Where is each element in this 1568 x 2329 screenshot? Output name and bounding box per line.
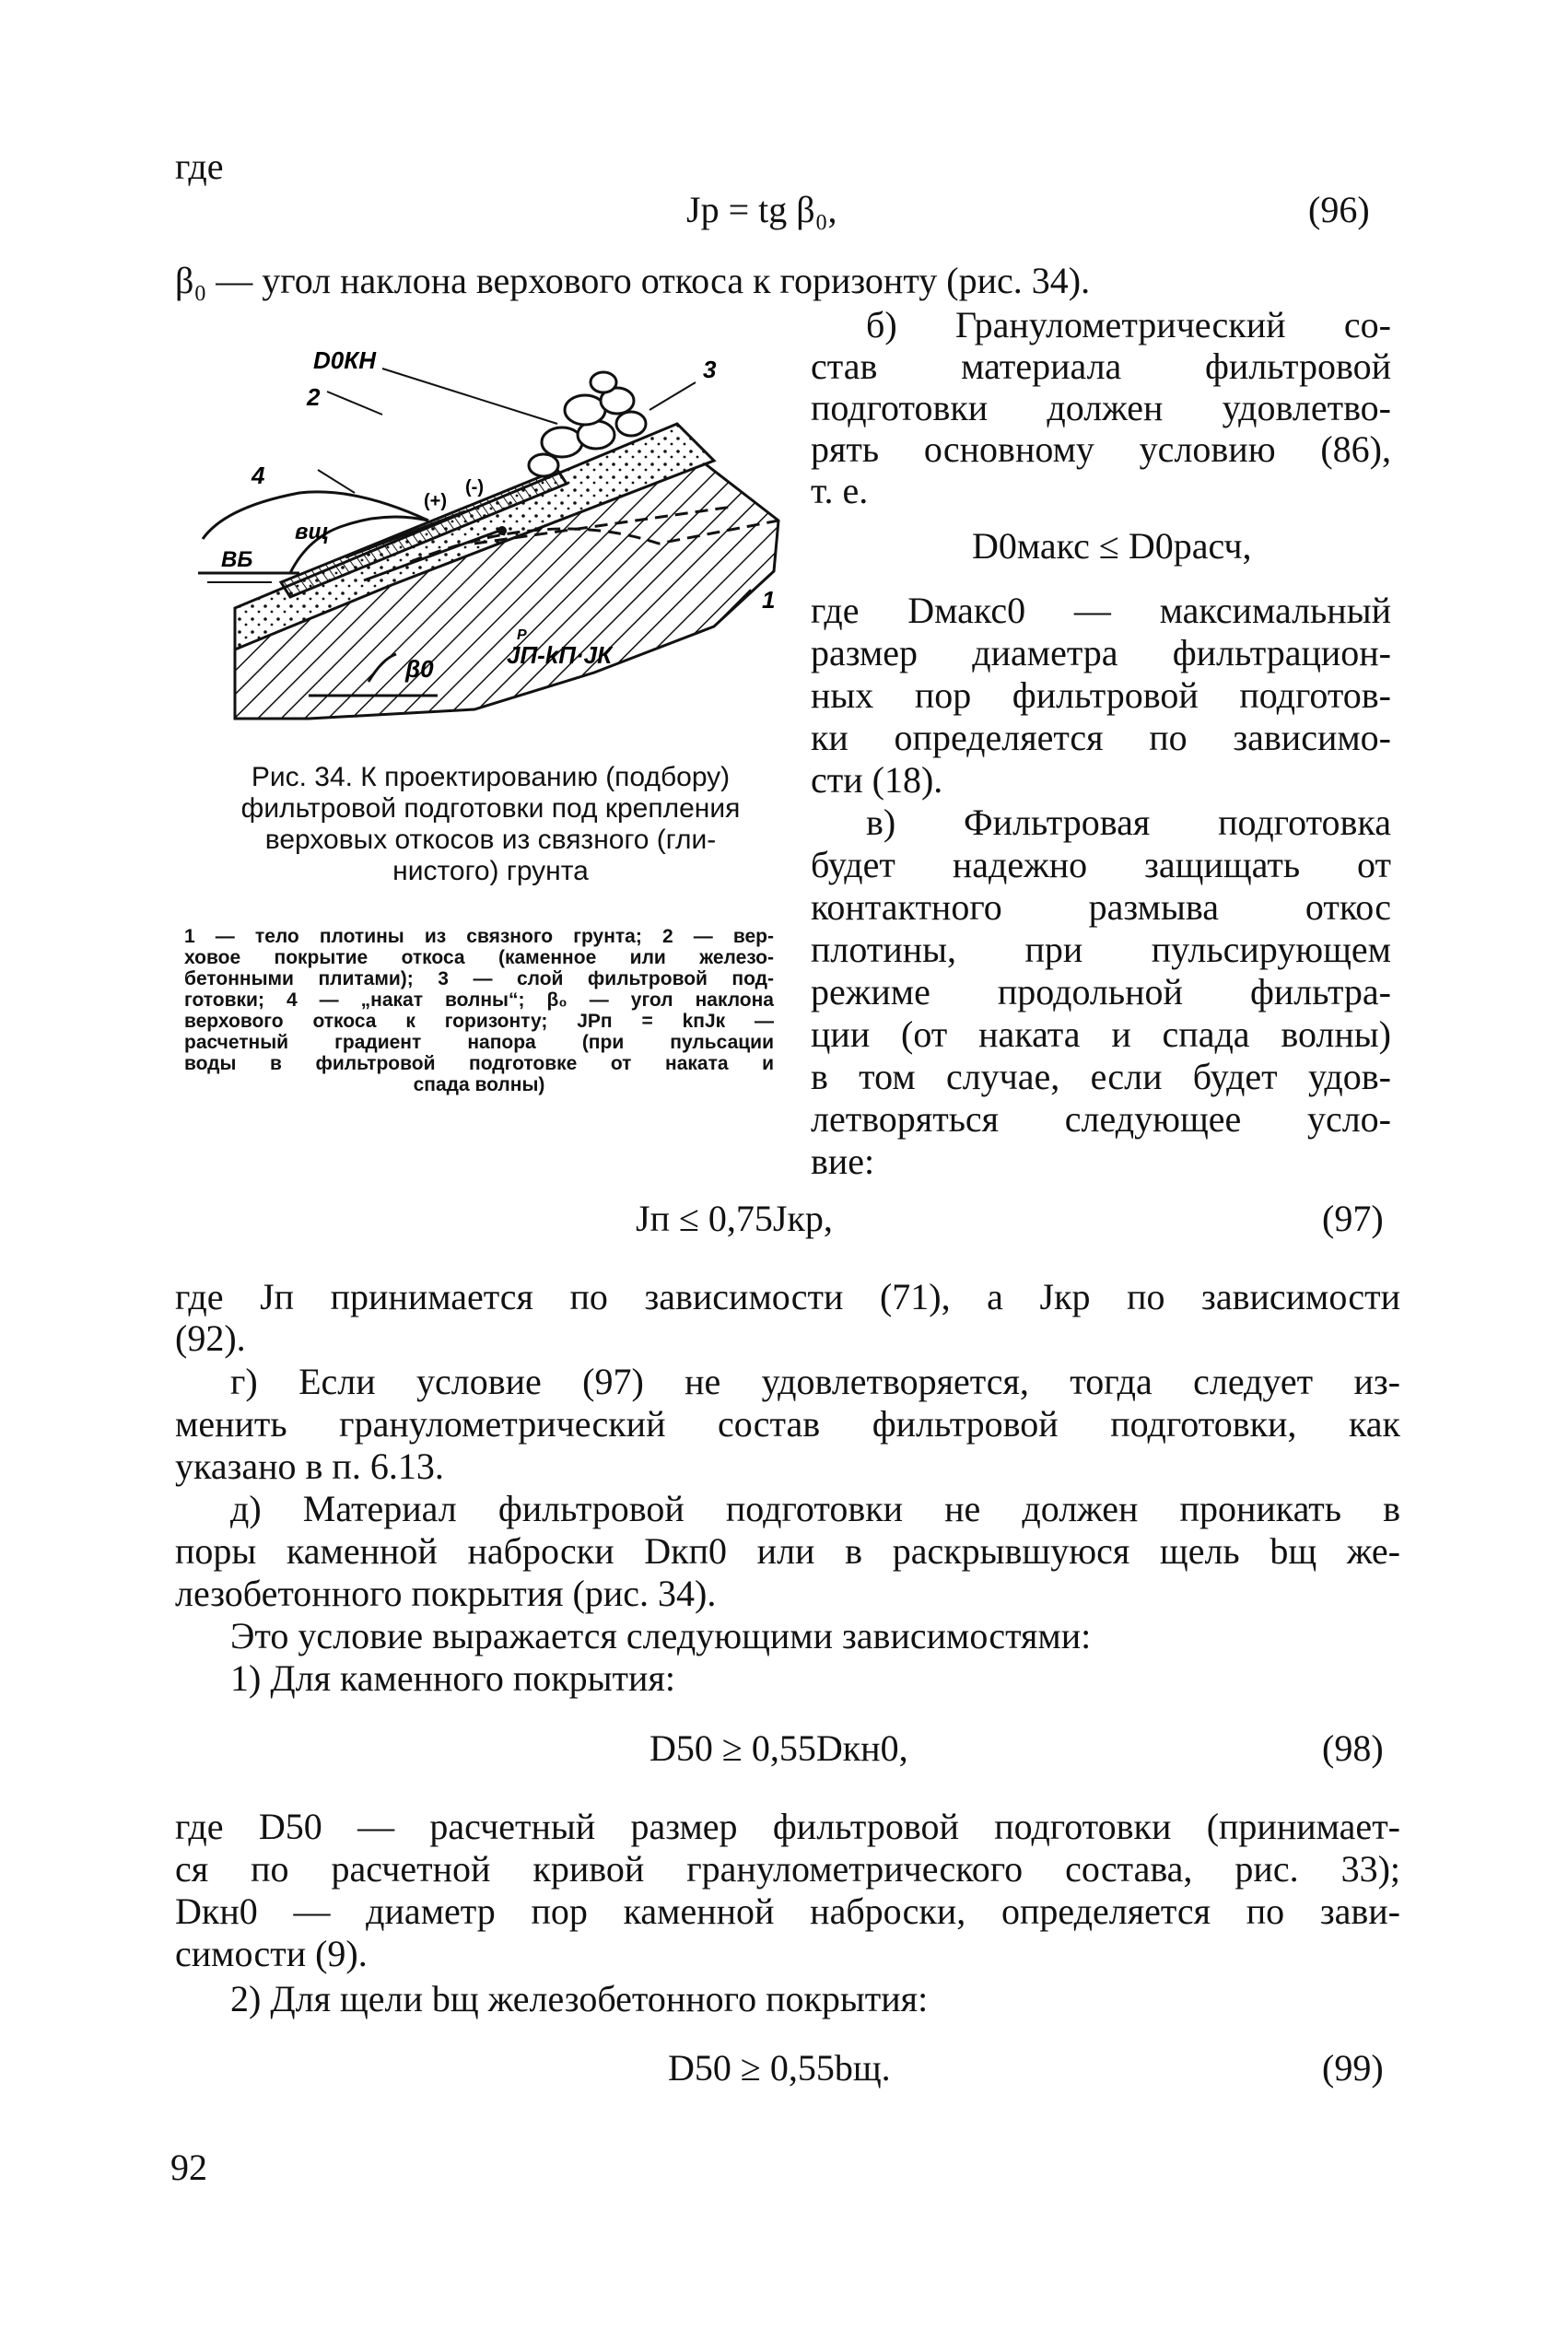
figure-caption-legend	[184, 926, 774, 1095]
equation-96: Jр = tg β₀,	[686, 189, 837, 230]
right-col-b-line-4: рять основному условию (86),	[811, 428, 1391, 470]
equation-number-96: (96)	[1308, 189, 1370, 230]
label-vb: ВБ	[221, 547, 253, 572]
right-col-c-line-8: летворяться следующее усло-	[811, 1098, 1391, 1140]
body-line-2: (92).	[175, 1317, 246, 1359]
label-gradient-sup: Р	[517, 627, 527, 643]
right-col-c-line-5: режиме продольной фильтра-	[811, 971, 1391, 1012]
label-d0kn: D0КН	[313, 346, 376, 374]
label-minus: (-)	[465, 477, 484, 497]
label-4: 4	[252, 462, 265, 489]
equation-97: Jп ≤ 0,75Jкр,	[636, 1198, 833, 1239]
equation-99: D50 ≥ 0,55bщ.	[668, 2047, 891, 2089]
equation-number-97: (97)	[1322, 1198, 1384, 1239]
body-line-9: Это условие выражается следующими зависимостями:	[230, 1615, 1092, 1656]
body-line-11: где D50 — расчетный размер фильтровой подготовки (принимает-	[175, 1806, 1400, 1847]
right-col-b-line-3: подготовки должен удовлетво-	[811, 387, 1391, 428]
equation-number-99: (99)	[1322, 2047, 1384, 2089]
right-col-c-line-6: ции (от наката и спада волны)	[811, 1013, 1391, 1055]
figure-caption-title	[184, 762, 797, 887]
body-line-13: Dкн0 — диаметр пор каменной наброски, определяется по зави-	[175, 1890, 1400, 1932]
caption-legend-line: спада волны)	[413, 1074, 545, 1095]
page-number: 92	[170, 2147, 207, 2188]
label-beta0: β0	[405, 655, 434, 683]
caption-legend-line: верхового откоса к горизонту; JРп = kпJк —	[184, 1011, 774, 1032]
right-col-where-line-5: сти (18).	[811, 759, 943, 801]
body-line-14: симости (9).	[175, 1933, 368, 1974]
body-line-8: лезобетонного покрытия (рис. 34).	[175, 1573, 717, 1614]
body-line-6: д) Материал фильтровой подготовки не должен проникать в	[230, 1488, 1400, 1529]
caption-legend-line: бетонными плитами); 3 — слой фильтровой под-	[184, 968, 774, 989]
beta-definition: β₀ — угол наклона верхового откоса к горизонту (рис. 34).	[175, 260, 1091, 301]
inline-equation: D0макс ≤ D0расч,	[972, 525, 1252, 567]
body-line-3: г) Если условие (97) не удовлетворяется, тогда следует из-	[230, 1361, 1400, 1402]
label-bsh: вщ	[295, 520, 329, 544]
right-col-where-line-4: ки определяется по зависимо-	[811, 717, 1391, 758]
label-plus: (+)	[424, 491, 447, 511]
caption-legend-line: ховое покрытие откоса (каменное или железо-	[184, 947, 774, 968]
where-word: где	[175, 146, 224, 187]
right-col-c-line-3: контактного размыва откос	[811, 886, 1391, 928]
equation-98: D50 ≥ 0,55Dкн0,	[649, 1727, 908, 1769]
right-col-c-line-4: плотины, при пульсирующем	[811, 929, 1391, 970]
body-line-10: 1) Для каменного покрытия:	[230, 1657, 675, 1699]
label-2: 2	[307, 383, 321, 411]
caption-legend-line: готовки; 4 — „накат волны“; β₀ — угол наклона	[184, 989, 774, 1011]
right-col-c-line-1: в) Фильтровая подготовка	[866, 802, 1391, 843]
caption-legend-line: воды в фильтровой подготовке от наката и	[184, 1053, 774, 1074]
right-col-c-line-9: вие:	[811, 1141, 875, 1182]
body-line-5: указано в п. 6.13.	[175, 1445, 444, 1487]
body-line-1: где Jп принимается по зависимости (71), а Jкр по зависимости	[175, 1276, 1400, 1317]
right-col-where-line-3: ных пор фильтровой подготов-	[811, 674, 1391, 716]
caption-legend-line: 1 — тело плотины из связного грунта; 2 — вер-	[184, 926, 774, 947]
body-line-15: 2) Для щели bщ железобетонного покрытия:	[230, 1978, 929, 2019]
right-col-c-line-2: будет надежно защищать от	[811, 844, 1391, 885]
caption-title-line: Рис. 34. К проектированию (подбору)	[251, 762, 731, 792]
right-col-where-line-1: где Dмакс0 — максимальный	[811, 590, 1391, 631]
body-line-7: поры каменной наброски Dкп0 или в раскрывшуюся щель bщ же-	[175, 1530, 1400, 1572]
body-line-4: менить гранулометрический состав фильтровой подготовки, как	[175, 1403, 1400, 1445]
right-col-b-line-2: став материала фильтровой	[811, 345, 1391, 387]
label-1: 1	[762, 586, 776, 614]
label-3: 3	[703, 356, 717, 383]
right-col-where-line-2: размер диаметра фильтрацион-	[811, 632, 1391, 673]
caption-legend-line: расчетный градиент напора (при пульсации	[184, 1032, 774, 1053]
equation-number-98: (98)	[1322, 1727, 1384, 1769]
caption-title-line: фильтровой подготовки под крепления	[240, 793, 741, 824]
right-col-b-line-5: т. е.	[811, 470, 869, 511]
label-gradient: JП-kП·JК	[507, 641, 613, 669]
right-col-b-line-1: б) Гранулометрический со-	[866, 304, 1391, 345]
body-line-12: ся по расчетной кривой гранулометрического состава, рис. 33);	[175, 1848, 1400, 1890]
right-col-c-line-7: в том случае, если будет удов-	[811, 1056, 1391, 1097]
slope-filter-figure	[198, 332, 792, 737]
caption-title-line: верховых откосов из связного (гли-	[264, 825, 717, 855]
caption-title-line: нистого) грунта	[392, 856, 589, 886]
